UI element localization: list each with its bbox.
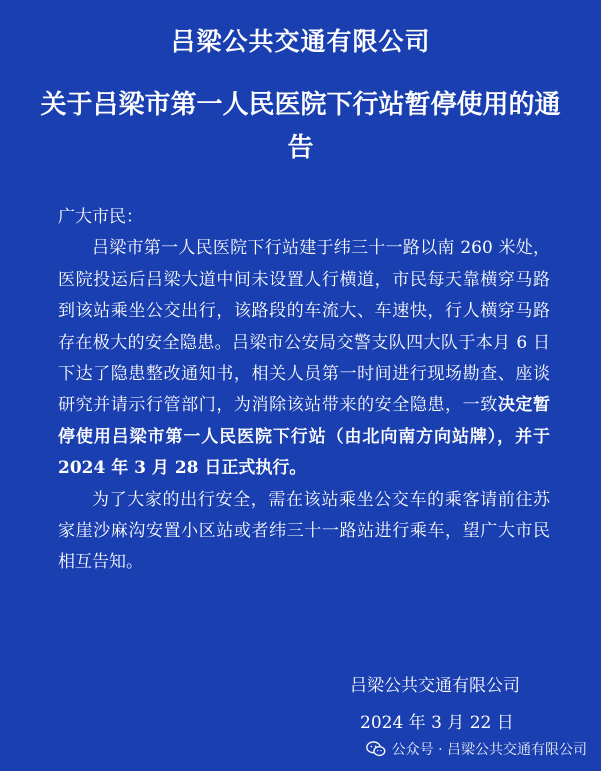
paragraph-1-text: 吕梁市第一人民医院下行站建于纬三十一路以南 260 米处，医院投运后吕梁大道中间未设置人行横道，市民每天靠横穿马路到该站乘坐公交出行，该路段的车流大、车速快，行人横穿马路存在极大的安全隐患。吕梁市公安局交警支队四大队于本月 6 日下达了隐患整改通知书，相关人员第一时间进行现场勘查、座谈研究并请示行管部门，为消除该站带来的安全隐患，一致 — [58, 238, 550, 416]
signature: 吕梁公共交通有限公司 — [350, 676, 520, 696]
paragraph-1-decision: 决定暂停使用吕梁市第一人民医院下行站（由北向南方向站牌），并于 2024 年 3 月 28 日正式执行。 — [58, 395, 551, 479]
paragraph-1 — [58, 233, 550, 484]
watermark — [366, 739, 587, 759]
watermark-text: 公众号 · 吕梁公共交通有限公司 — [391, 742, 587, 758]
wechat-icon — [366, 740, 386, 758]
salutation: 广大市民： — [58, 207, 143, 227]
notice-body — [58, 202, 550, 579]
paragraph-2: 为了大家的出行安全，需在该站乘坐公交车的乘客请前往苏家崖沙麻沟安置小区站或者纬三十一路站进行乘车，望广大市民相互告知。 — [58, 489, 550, 573]
notice-title: 关于吕梁市第一人民医院下行站暂停使用的通告 — [40, 90, 561, 163]
notice-date: 2024 年 3 月 22 日 — [360, 713, 514, 733]
org-title: 吕梁公共交通有限公司 — [170, 27, 431, 56]
